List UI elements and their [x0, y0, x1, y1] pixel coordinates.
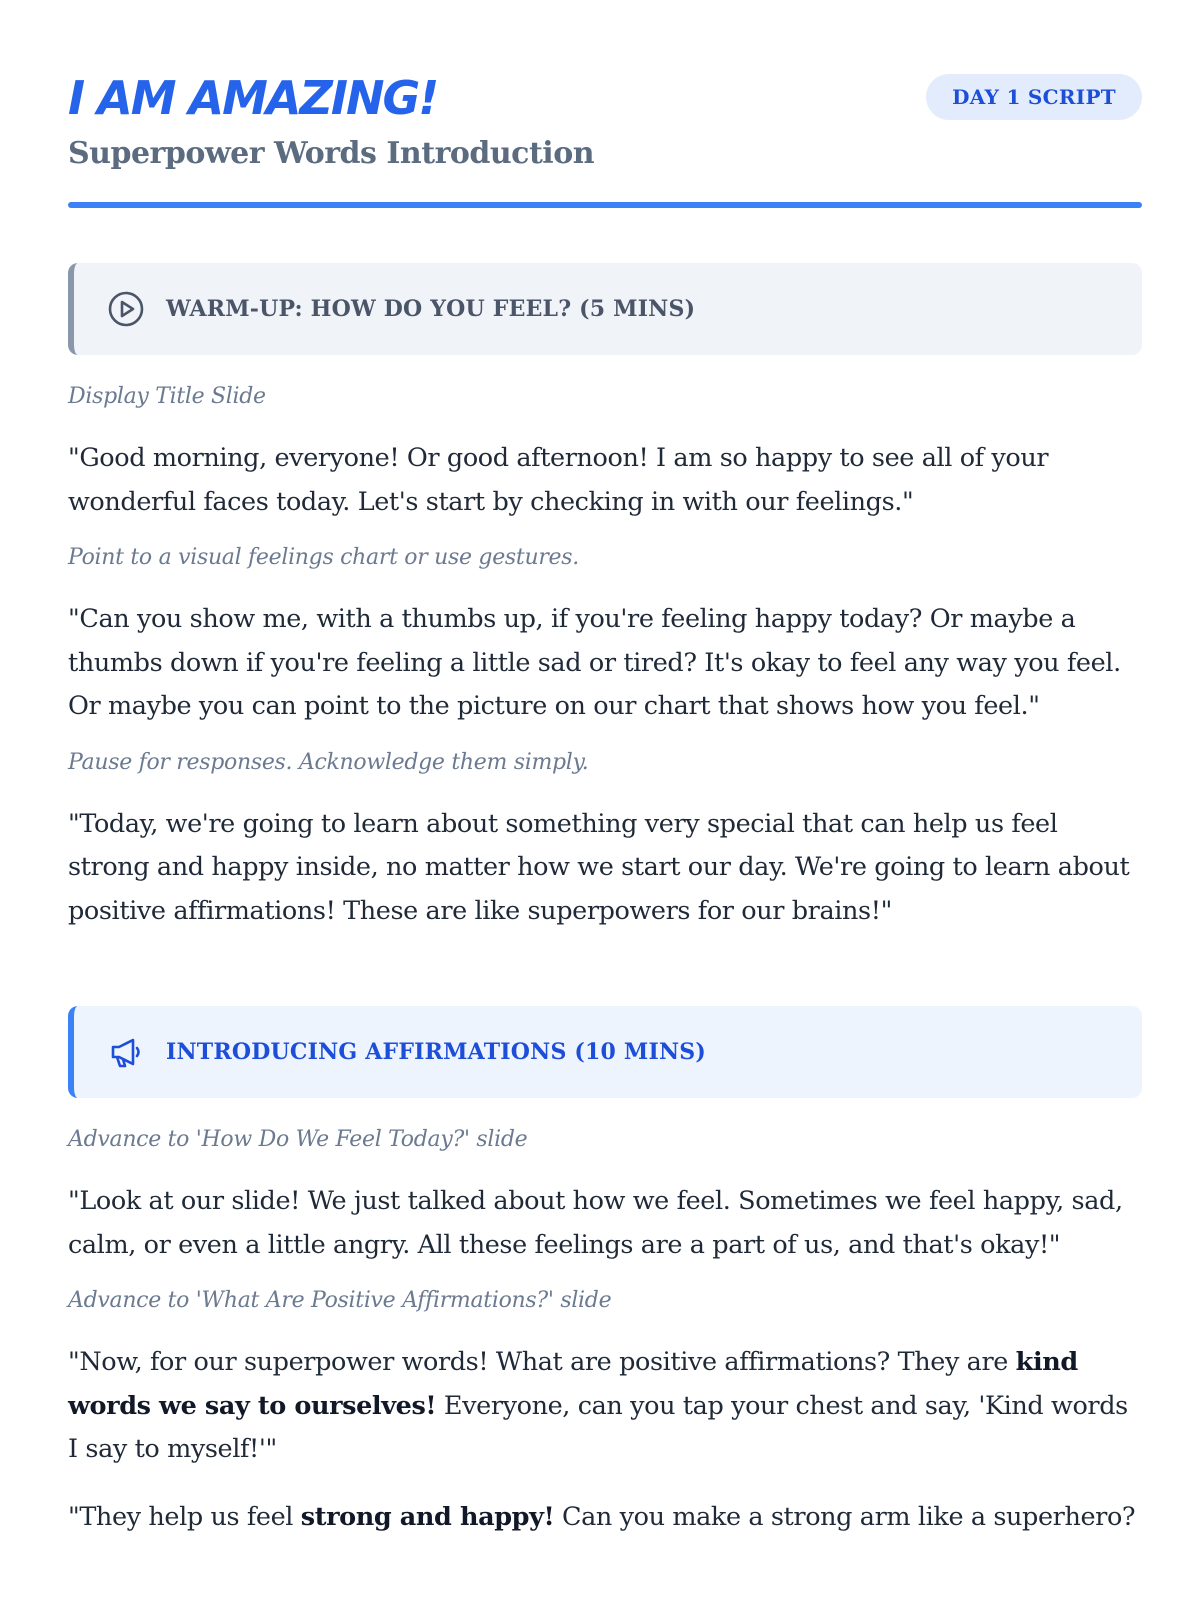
section-header-warmup: [68, 263, 1142, 355]
emphasis-text: kind words we say to ourselves!: [68, 1347, 1078, 1421]
page-subtitle: Superpower Words Introduction: [68, 136, 595, 171]
header: [68, 0, 1142, 208]
section-heading: INTRODUCING AFFIRMATIONS (10 MINS): [166, 1039, 706, 1065]
script-text: Everyone, can you tap your chest and say, 'Kind words I say to myself!'": [68, 1390, 1128, 1464]
section-header-affirmations: [68, 1006, 1142, 1098]
script-line: [68, 1496, 1142, 1540]
day-badge: DAY 1 SCRIPT: [926, 74, 1142, 120]
megaphone-icon: [106, 1032, 146, 1072]
section-heading: WARM-UP: HOW DO YOU FEEL? (5 MINS): [166, 296, 696, 322]
emphasis-text: strong and happy!: [300, 1501, 555, 1532]
script-line: "Today, we're going to learn about something very special that can help us feel strong and happy inside, no matter how we start our day. We're going to learn about positive affirmations! These are like superpowers for our brains!": [68, 808, 1130, 926]
stage-direction: Advance to 'How Do We Feel Today?' slide: [68, 1127, 528, 1152]
script-text: "They help us feel: [68, 1501, 301, 1532]
script-line: [68, 1341, 1142, 1472]
stage-direction: Advance to 'What Are Positive Affirmations?' slide: [68, 1288, 612, 1313]
stage-direction: Pause for responses. Acknowledge them simply.: [68, 749, 589, 775]
stage-direction: Point to a visual feelings chart or use gestures.: [68, 545, 579, 570]
script-page: [68, 0, 1142, 1539]
script-line: "Can you show me, with a thumbs up, if you're feeling happy today? Or maybe a thumbs down if you're feeling a little sad or tired? It's okay to feel any way you feel. Or maybe you can point to the picture on our chart that shows how you feel.": [68, 604, 1121, 721]
stage-direction: Display Title Slide: [68, 384, 266, 409]
header-divider: [68, 202, 1142, 208]
script-text: Can you make a strong arm like a superhero?: [554, 1501, 1136, 1532]
play-circle-icon: [106, 289, 146, 329]
script-text: "Now, for our superpower words! What are positive affirmations? They are: [68, 1347, 1016, 1377]
script-line: "Good morning, everyone! Or good afternoon! I am so happy to see all of your wonderful faces today. Let's start by checking in with our feelings.": [68, 443, 1049, 517]
script-line: "Look at our slide! We just talked about how we feel. Sometimes we feel happy, sad, calm, or even a little angry. All these feelings are a part of us, and that's okay!": [68, 1186, 1123, 1260]
page-title: I AM AMAZING!: [68, 71, 438, 125]
